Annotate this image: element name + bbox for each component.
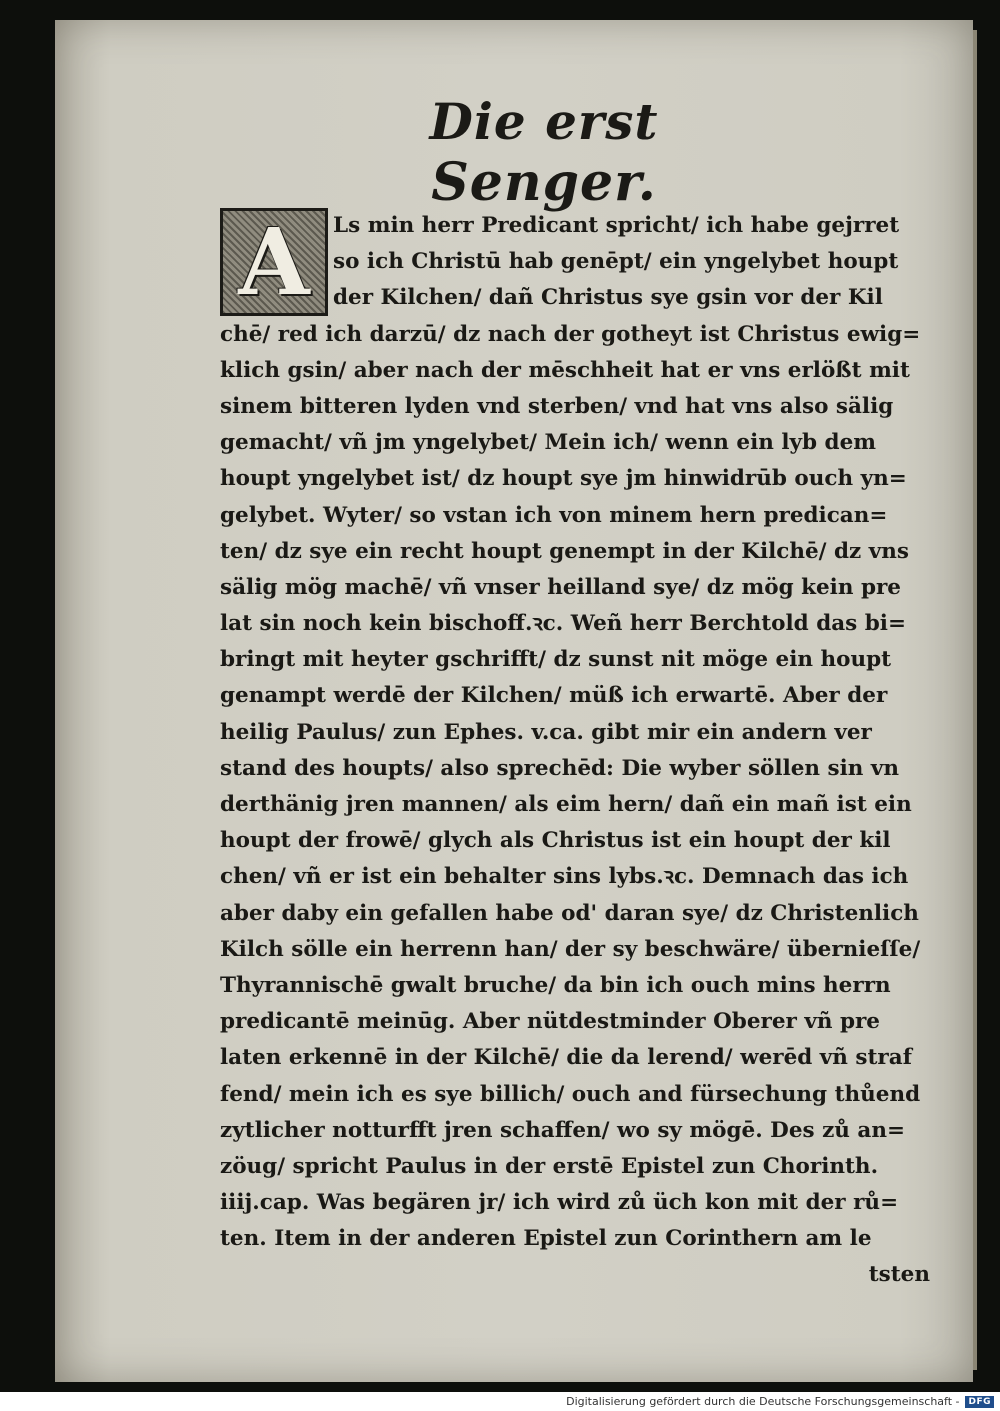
text-line: chen/ vñ er ist ein behalter sins lybs.ꝛc. Demnach das ich <box>220 864 909 890</box>
heading-line-1: Die erst <box>429 92 659 151</box>
text-line: gemacht/ vñ jm yngelybet/ Mein ich/ wenn ein lyb dem <box>220 430 877 456</box>
text-line: so ich Christū hab genēpt/ ein yngelybet houpt <box>333 249 899 275</box>
text-line: sinem bitteren lyden vnd sterben/ vnd hat vns also sälig <box>220 393 894 419</box>
text-line: ten/ dz sye ein recht houpt genempt in der Kilchē/ dz vns <box>220 538 909 564</box>
text-line: Ls min herr Predicant spricht/ ich habe gejrret <box>333 213 900 238</box>
text-line: aber daby ein gefallen habe od' daran sye/ dz Christenlich <box>220 900 919 926</box>
heading-line-2: Senger. <box>431 152 657 213</box>
text-line: derthänig jren mannen/ als eim hern/ dañ ein mañ ist ein <box>220 792 912 817</box>
dfg-logo-icon: DFG <box>965 1396 994 1408</box>
initial-letter: A <box>238 208 310 316</box>
text-line: fend/ mein ich es sye billich/ ouch and fürsechung thůend <box>220 1081 921 1107</box>
text-line: heilig Paulus/ zun Ephes. v.ca. gibt mir ein andern ver <box>220 719 872 745</box>
footer-bar <box>0 1392 1000 1411</box>
text-line: Thyrannischē gwalt bruche/ da bin ich ouch mins herrn <box>220 972 891 998</box>
text-line: zöug/ spricht Paulus in der erstē Epistel zun Chorinth. <box>220 1153 879 1179</box>
text-line: klich gsin/ aber nach der mēschheit hat er vns erlößt mit <box>220 357 910 383</box>
text-line: predicantē meinūg. Aber nütdestminder Oberer vñ pre <box>220 1009 880 1035</box>
text-line: houpt yngelybet ist/ dz houpt sye jm hinwidrūb ouch yn= <box>220 466 907 492</box>
text-line: Kilch sölle ein herrenn han/ der sy beschwäre/ übernieſſe/ <box>220 936 921 962</box>
text-line: laten erkennē in der Kilchē/ die da lerend/ werēd vñ straf <box>220 1045 912 1071</box>
funding-notice: Digitalisierung gefördert durch die Deutsche Forschungsgemeinschaft - <box>566 1395 960 1408</box>
text-line: iiij.cap. Was begären jr/ ich wird zů üch kon mit der rů= <box>220 1190 899 1216</box>
text-line: bringt mit heyter gschrifft/ dz sunst nit möge ein houpt <box>220 647 892 673</box>
text-line: zytlicher notturfft jren schaffen/ wo sy mögē. Des zů an= <box>220 1117 905 1143</box>
text-line: sälig mög machē/ vñ vnser heilland sye/ dz mög kein pre <box>220 574 901 600</box>
text-line: gelybet. Wyter/ so vstan ich von minem hern predican= <box>220 502 888 528</box>
text-line: lat sin noch kein bischoff.ꝛc. Weñ herr Berchtold das bi= <box>220 611 906 637</box>
catchword: tsten <box>868 1262 930 1288</box>
text-line: chē/ red ich darzū/ dz nach der gotheyt ist Christus ewig= <box>220 321 921 347</box>
text-line: houpt der frowē/ glych als Christus ist ein houpt der kil <box>220 828 891 854</box>
text-line: stand des houpts/ also sprechēd: Die wyber söllen sin vn <box>220 755 900 781</box>
text-line: der Kilchen/ dañ Christus sye gsin vor der Kil <box>333 285 883 311</box>
body-text <box>220 208 930 1294</box>
text-line: genampt werdē der Kilchen/ müß ich erwartē. Aber der <box>220 683 888 709</box>
text-line: ten. Item in der anderen Epistel zun Corinthern am le <box>220 1226 872 1252</box>
book-page <box>55 20 973 1382</box>
